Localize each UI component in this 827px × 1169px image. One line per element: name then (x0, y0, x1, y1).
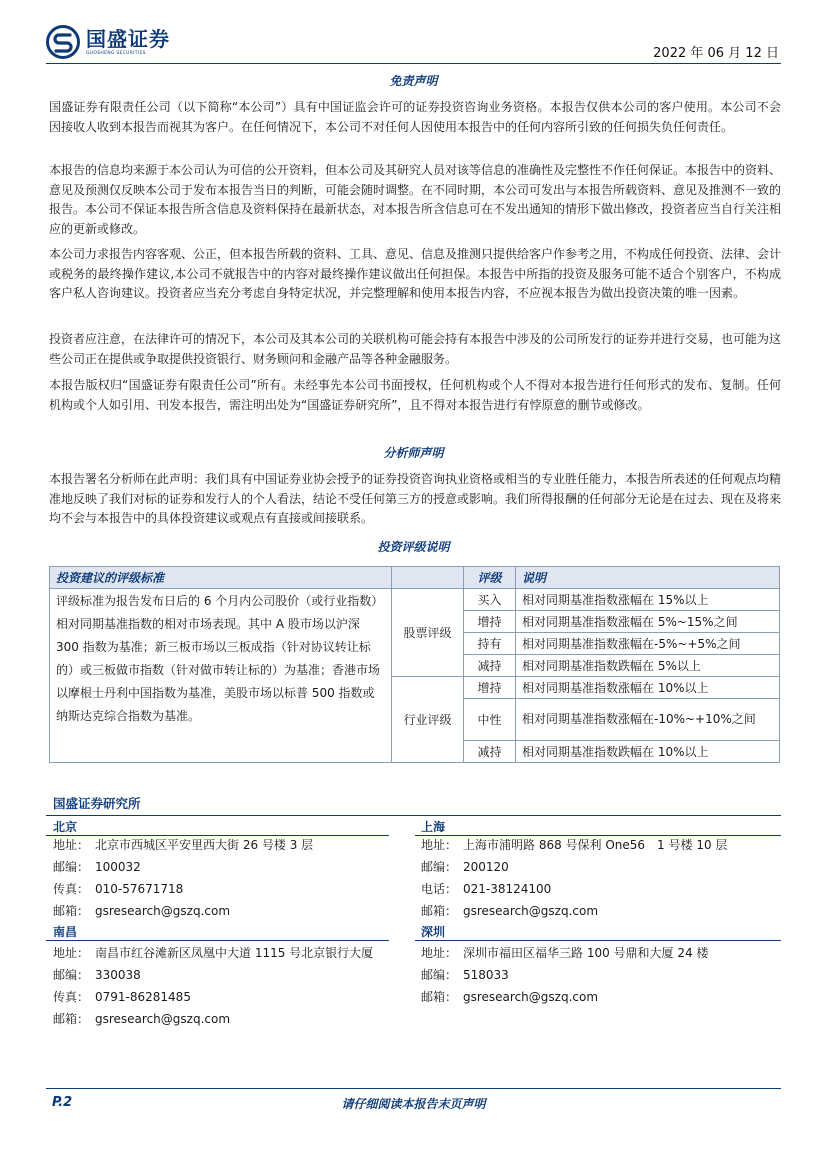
contact-line: 邮编： 330038 (53, 968, 141, 982)
postcode-value: 100032 (95, 860, 141, 874)
rating-explanation-title: 投资评级说明 (377, 540, 450, 554)
disclaimer-paragraph-5: 本报告版权归“国盛证券有限责任公司”所有。未经事先本公司书面授权，任何机构或个人不得对本报告进行任何形式的发布、复制。任何机构或个人如引用、刊发本报告，需注明出处为“国盛证券研究所”，且不得对本报告进行有悖原意的删节或修改。 (49, 378, 781, 412)
city-shanghai: 上海 (421, 820, 446, 834)
contact-line: 邮箱： gsresearch@gszq.com (421, 990, 599, 1004)
address-value: 南昌市红谷滩新区凤凰中大道 1115 号北京银行大厦 (95, 946, 374, 960)
rating-table-header (50, 567, 780, 589)
contact-line: 地址： 上海市浦明路 868 号保利 One56 1 号楼 10 层 (421, 838, 728, 852)
contact-line: 邮编： 518033 (421, 968, 509, 982)
header-explanation: 说明 (516, 567, 780, 589)
contact-line: 邮箱： gsresearch@gszq.com (421, 904, 599, 918)
rating-value: 减持 (464, 655, 516, 677)
logo-chinese-name: 国盛证券 (86, 26, 170, 51)
disclaimer-paragraph-3: 本公司力求报告内容客观、公正，但本报告所载的资料、工具、意见、信息及推测只提供给客户作参考之用，不构成任何投资、法律、会计或税务的最终操作建议,本公司不就报告中的内容对最终操作建议做出任何担保。本报告中所指的投资及服务可能不适合个别客户，不构成客户私人咨询建议。投资者应当充分考虑自身特定状况，并完整理解和使用本报告内容，不应视本报告为做出投资决策的唯一因素。 (49, 247, 782, 300)
page-number: P.2 (52, 1095, 73, 1110)
city-divider (46, 940, 389, 941)
rating-explanation: 相对同期基准指数涨幅在 15%以上 (516, 589, 780, 611)
email-link[interactable]: gsresearch@gszq.com (463, 904, 599, 918)
rating-value: 增持 (464, 611, 516, 633)
rating-explanation: 相对同期基准指数跌幅在 10%以上 (516, 741, 780, 763)
city-divider (415, 940, 781, 941)
postcode-value: 330038 (95, 968, 141, 982)
email-link[interactable]: gsresearch@gszq.com (95, 1012, 231, 1026)
header-divider (46, 63, 781, 64)
rating-table (49, 566, 780, 763)
fax-value: 0791-86281485 (95, 990, 191, 1004)
rating-value: 持有 (464, 633, 516, 655)
disclaimer-title: 免责声明 (389, 74, 438, 88)
contact-line: 地址： 南昌市红谷滩新区凤凰中大道 1115 号北京银行大厦 (53, 946, 374, 960)
city-beijing: 北京 (53, 820, 78, 834)
disclaimer-paragraph-4: 投资者应注意，在法律许可的情况下，本公司及其本公司的关联机构可能会持有本报告中涉及的公司所发行的证券并进行交易，也可能为这些公司正在提供或争取提供投资银行、财务顾问和金融产品等各种金融服务。 (49, 332, 782, 366)
footer-note: 请仔细阅读本报告末页声明 (341, 1097, 486, 1111)
rating-explanation: 相对同期基准指数涨幅在-5%~+5%之间 (516, 633, 780, 655)
logo-english-name: GUOSHENG SECURITIES (86, 50, 146, 56)
contact-line: 传真： 0791-86281485 (53, 990, 191, 1004)
fax-value: 010-57671718 (95, 882, 184, 896)
disclaimer-paragraph-2: 本报告的信息均来源于本公司认为可信的公开资料，但本公司及其研究人员对该等信息的准确性及完整性不作任何保证。本报告中的资料、意见及预测仅反映本公司于发布本报告当日的判断，可能会随时调整。在不同时期，本公司可发出与本报告所载资料、意见及推测不一致的报告。本公司不保证本报告所含信息及资料保持在最新状态，对本报告所含信息可在不发出通知的情形下做出修改，投资者应当自行关注相应的更新或修改。 (49, 163, 782, 236)
rating-explanation: 相对同期基准指数涨幅在-10%~+10%之间 (516, 699, 780, 741)
city-shenzhen: 深圳 (421, 925, 446, 939)
disclaimer-paragraph-1: 国盛证券有限责任公司（以下简称“本公司”）具有中国证监会许可的证券投资咨询业务资格。本报告仅供本公司的客户使用。本公司不会因接收人收到本报告而视其为客户。在任何情况下，本公司不对任何人因使用本报告中的任何内容所引致的任何损失负任何责任。 (49, 100, 781, 134)
office-beijing (53, 834, 313, 922)
rating-explanation: 相对同期基准指数涨幅在 10%以上 (516, 677, 780, 699)
report-date: 2022 年 06 月 12 日 (653, 46, 779, 61)
rating-value: 买入 (464, 589, 516, 611)
contact-line: 传真： 010-57671718 (53, 882, 184, 896)
rating-value: 增持 (464, 677, 516, 699)
rating-value: 减持 (464, 741, 516, 763)
rating-explanation: 相对同期基准指数涨幅在 5%~15%之间 (516, 611, 780, 633)
guosheng-logo-icon (46, 25, 80, 59)
industry-rating-label: 行业评级 (392, 677, 464, 763)
phone-value: 021-38124100 (463, 882, 552, 896)
postcode-value: 518033 (463, 968, 509, 982)
contact-line: 邮箱： gsresearch@gszq.com (53, 1012, 231, 1026)
office-shenzhen (421, 942, 708, 1008)
postcode-value: 200120 (463, 860, 509, 874)
analyst-statement-title: 分析师声明 (383, 446, 444, 460)
contact-line: 邮编： 200120 (421, 860, 509, 874)
table-row (50, 589, 780, 611)
header-rating: 评级 (464, 567, 516, 589)
contact-line: 电话： 021-38124100 (421, 882, 552, 896)
rating-explanation: 相对同期基准指数跌幅在 5%以上 (516, 655, 780, 677)
email-link[interactable]: gsresearch@gszq.com (95, 904, 231, 918)
rating-criteria-description: 评级标准为报告发布日后的 6 个月内公司股价（或行业指数）相对同期基准指数的相对市场表现。其中 A 股市场以沪深 300 指数为基准；新三板市场以三板成指（针对协议转让标的）或三板做市指数（针对做市转让标的）为基准；香港市场以摩根士丹利中国指数为基准，美股市场以标普 500 指数或纳斯达克综合指数为基准。 (50, 589, 392, 763)
address-value: 北京市西城区平安里西大街 26 号楼 3 层 (95, 838, 314, 852)
rating-value: 中性 (464, 699, 516, 741)
company-logo (46, 24, 170, 60)
office-shanghai (421, 834, 727, 922)
city-nanchang: 南昌 (53, 925, 78, 939)
contact-line: 邮编： 100032 (53, 860, 141, 874)
address-value: 上海市浦明路 868 号保利 One56 1 号楼 10 层 (463, 838, 728, 852)
contact-line: 邮箱： gsresearch@gszq.com (53, 904, 231, 918)
institute-title: 国盛证券研究所 (53, 796, 141, 811)
stock-rating-label: 股票评级 (392, 589, 464, 677)
email-link[interactable]: gsresearch@gszq.com (463, 990, 599, 1004)
institute-divider (46, 815, 781, 816)
analyst-statement-paragraph: 本报告署名分析师在此声明：我们具有中国证券业协会授予的证券投资咨询执业资格或相当的专业胜任能力，本报告所表述的任何观点均精准地反映了我们对标的证券和发行人的个人看法，结论不受任何第三方的授意或影响。我们所得报酬的任何部分无论是在过去、现在及将来均不会与本报告中的具体投资建议或观点有直接或间接联系。 (49, 472, 782, 525)
office-nanchang (53, 942, 373, 1030)
contact-line: 地址： 深圳市福田区福华三路 100 号鼎和大厦 24 楼 (421, 946, 709, 960)
header-criteria: 投资建议的评级标准 (50, 567, 392, 589)
header-category (392, 567, 464, 589)
address-value: 深圳市福田区福华三路 100 号鼎和大厦 24 楼 (463, 946, 709, 960)
contact-line: 地址： 北京市西城区平安里西大街 26 号楼 3 层 (53, 838, 314, 852)
footer-divider (46, 1088, 781, 1089)
